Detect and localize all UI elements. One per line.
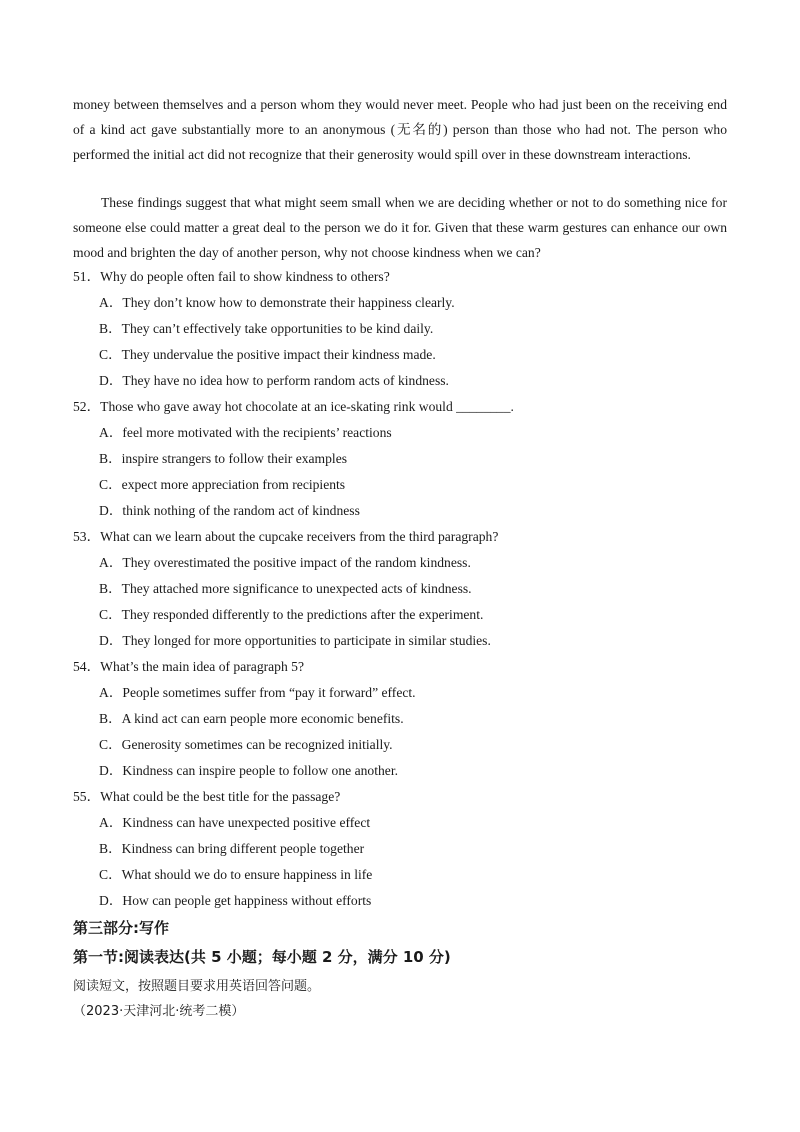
question-52-option-a: A．feel more motivated with the recipients’ reactions	[99, 425, 392, 440]
section-instruction: 阅读短文，按照题目要求用英语回答问题。	[73, 979, 321, 994]
question-54-option-b: B．A kind act can earn people more economic benefits.	[99, 711, 404, 726]
part-title: 第三部分:写作	[73, 919, 169, 937]
question-54-option-d: D．Kindness can inspire people to follow one another.	[99, 763, 398, 778]
question-53-option-c: C．They responded differently to the predictions after the experiment.	[99, 607, 484, 622]
question-51-option-d: D．They have no idea how to perform random acts of kindness.	[99, 373, 449, 388]
question-55-option-d: D．How can people get happiness without efforts	[99, 893, 372, 908]
question-52-option-d: D．think nothing of the random act of kindness	[99, 503, 360, 518]
question-51-stem: 51．Why do people often fail to show kindness to others?	[73, 269, 390, 284]
question-53-stem: 53．What can we learn about the cupcake receivers from the third paragraph?	[73, 529, 499, 544]
question-54-option-a: A．People sometimes suffer from “pay it forward” effect.	[99, 685, 416, 700]
question-55-option-a: A．Kindness can have unexpected positive effect	[99, 815, 371, 830]
question-52-option-c: C．expect more appreciation from recipients	[99, 477, 346, 492]
section-subtitle: 第一节:阅读表达(共 5 小题；每小题 2 分，满分 10 分)	[73, 948, 451, 966]
question-55-option-c: C．What should we do to ensure happiness in life	[99, 867, 373, 882]
question-51-option-b: B．They can’t effectively take opportunities to be kind daily.	[99, 321, 434, 336]
source-note: （2023·天津河北·统考二模）	[73, 1004, 245, 1019]
question-51-option-c: C．They undervalue the positive impact their kindness made.	[99, 347, 436, 362]
question-54-option-c: C．Generosity sometimes can be recognized initially.	[99, 737, 393, 752]
passage-paragraph-1: money between themselves and a person whom they would never meet. People who had just been on the receiving end of a kind act gave substantially more to an anonymous (无名的) person than those who had not. The person who performed the initial act did not recognize that their generosity would spill over in these downstream interactions.	[73, 97, 727, 162]
question-54-stem: 54．What’s the main idea of paragraph 5?	[73, 659, 305, 674]
question-55-stem: 55．What could be the best title for the passage?	[73, 789, 341, 804]
question-53-option-b: B．They attached more significance to unexpected acts of kindness.	[99, 581, 472, 596]
question-53-option-a: A．They overestimated the positive impact of the random kindness.	[99, 555, 471, 570]
question-53-option-d: D．They longed for more opportunities to participate in similar studies.	[99, 633, 491, 648]
question-52-option-b: B．inspire strangers to follow their examples	[99, 451, 348, 466]
question-55-option-b: B．Kindness can bring different people together	[99, 841, 365, 856]
question-52-stem: 52．Those who gave away hot chocolate at an ice-skating rink would ________.	[73, 399, 514, 414]
passage-paragraph-2: These findings suggest that what might seem small when we are deciding whether or not to do something nice for someone else could matter a great deal to the person we do it for. Given that these warm gestures can enhance our own mood and brighten the day of another person, why not choose kindness when we can?	[73, 195, 727, 260]
question-51-option-a: A．They don’t know how to demonstrate their happiness clearly.	[99, 295, 455, 310]
